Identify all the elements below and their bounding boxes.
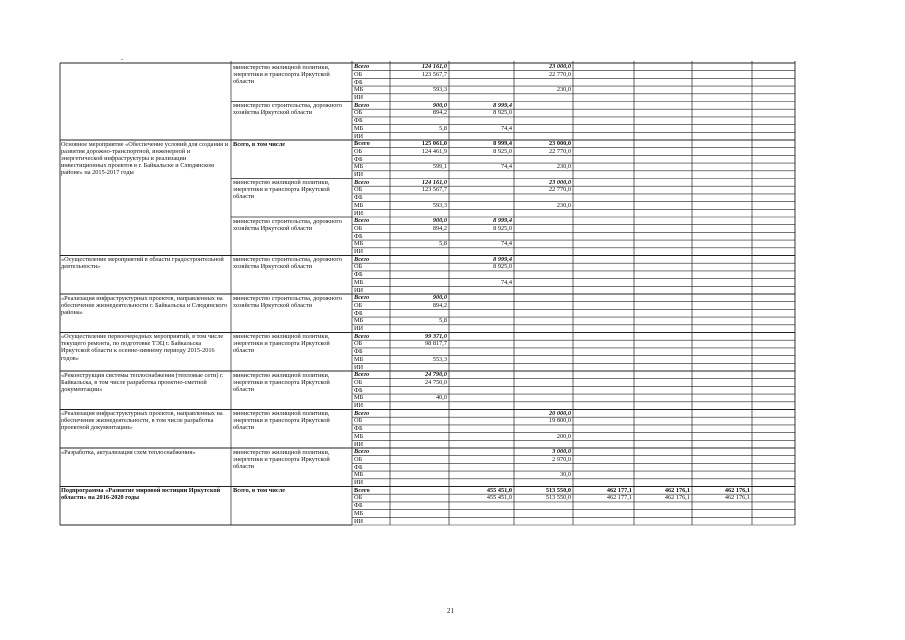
- value-cell: 3 000,0: [552, 448, 571, 456]
- source-cell: ФБ: [354, 425, 363, 433]
- source-cell: Всего: [354, 486, 370, 494]
- value-cell: 8 925,0: [493, 263, 512, 271]
- value-cell: 125 061,0: [421, 140, 447, 148]
- value-cell: 230,0: [556, 163, 571, 171]
- source-cell: ФБ: [354, 348, 363, 356]
- value-cell: 123 567,7: [421, 186, 447, 194]
- activity-name-cell: Подпрограмма «Развитие мировой юстиции Иркутской области» на 2016-2020 годы: [61, 487, 221, 502]
- value-cell: 513 550,0: [545, 486, 571, 494]
- source-cell: МБ: [354, 394, 364, 402]
- value-cell: 98 817,7: [424, 340, 447, 348]
- source-cell: ИИ: [354, 171, 364, 178]
- value-cell: 40,0: [435, 394, 447, 402]
- source-cell: МБ: [354, 432, 364, 440]
- activity-name-cell: «Разработка, актуализация схем теплоснабжения»: [61, 448, 196, 456]
- source-cell: ОБ: [354, 263, 363, 271]
- activity-name-cell: «Осуществление первоочередных мероприятий, в том числе текущего ремонта, по подготовке ТЭЦ г. Байкальска Иркутской области к осенне-зимнему периоду 2015-2016 годов»: [61, 333, 224, 362]
- source-cell: ФБ: [354, 155, 363, 163]
- value-cell: 99 371,0: [424, 332, 447, 340]
- executor-cell: Всего, в том числе: [233, 487, 286, 494]
- value-cell: 124 461,9: [421, 147, 447, 155]
- source-cell: ОБ: [354, 455, 363, 463]
- source-cell: ОБ: [354, 186, 363, 194]
- source-cell: ОБ: [354, 147, 363, 155]
- value-cell: 124 161,0: [421, 178, 447, 186]
- value-cell: 900,0: [432, 294, 447, 302]
- executor-cell: министерство жилищной политики, энергетики и транспорта Иркутской области: [233, 371, 330, 393]
- source-cell: ОБ: [354, 70, 363, 78]
- source-cell: ФБ: [354, 232, 363, 240]
- value-cell: 8 999,4: [493, 255, 512, 263]
- value-cell: 8 925,0: [493, 224, 512, 232]
- source-cell: ФБ: [354, 271, 363, 279]
- value-cell: 2 970,0: [552, 455, 571, 463]
- activity-name-cell: Основное мероприятие «Обеспечение условий для создания и развития дорожно-транспортной, инженерной и энергетической инфраструктуры и реализации инвестиционных проектов в г. Байкальске и Слюдянском районе» на 2015-2017 годы: [61, 140, 229, 177]
- value-cell: 230,0: [556, 86, 571, 94]
- value-cell: 74,4: [500, 240, 512, 248]
- source-cell: МБ: [354, 240, 364, 248]
- source-cell: ОБ: [354, 301, 363, 309]
- value-cell: 462 177,1: [606, 486, 632, 494]
- value-cell: 22 770,0: [548, 186, 571, 194]
- value-cell: 19 800,0: [548, 417, 571, 425]
- source-cell: ФБ: [354, 502, 363, 510]
- source-cell: ИИ: [354, 517, 364, 525]
- source-cell: ИИ: [354, 286, 364, 294]
- source-cell: ИИ: [354, 325, 364, 332]
- source-cell: МБ: [354, 201, 364, 209]
- source-cell: ИИ: [354, 209, 364, 217]
- source-cell: МБ: [354, 163, 364, 171]
- source-cell: Всего: [354, 409, 370, 417]
- executor-cell: министерство строительства, дорожного хозяйства Иркутской области: [233, 102, 342, 117]
- source-cell: ИИ: [354, 248, 364, 255]
- source-cell: ОБ: [354, 494, 363, 502]
- value-cell: 593,3: [432, 201, 447, 209]
- value-cell: 123 567,7: [421, 70, 447, 78]
- executor-cell: Всего, в том числе: [233, 140, 286, 148]
- value-cell: 8 925,0: [493, 109, 512, 117]
- source-cell: ИИ: [354, 440, 364, 448]
- value-cell: 22 770,0: [548, 70, 571, 78]
- value-cell: 513 550,0: [545, 494, 571, 502]
- executor-cell: министерство строительства, дорожного хозяйства Иркутской области: [233, 294, 342, 309]
- value-cell: 599,1: [432, 163, 447, 171]
- header-stub: -: [121, 56, 124, 63]
- source-cell: ИИ: [354, 132, 364, 140]
- source-cell: Всего: [354, 448, 370, 456]
- source-cell: ФБ: [354, 194, 363, 202]
- source-cell: ИИ: [354, 94, 364, 101]
- value-cell: 74,4: [500, 278, 512, 286]
- source-cell: ОБ: [354, 109, 363, 117]
- source-cell: ФБ: [354, 78, 363, 86]
- value-cell: 230,0: [556, 201, 571, 209]
- value-cell: 23 000,0: [548, 63, 571, 71]
- value-cell: 20 000,0: [548, 409, 571, 417]
- executor-cell: министерство жилищной политики, энергетики и транспорта Иркутской области: [233, 410, 330, 432]
- executor-cell: министерство жилищной политики, энергетики и транспорта Иркутской области: [233, 448, 330, 470]
- activity-name-cell: «Реализация инфраструктурных проектов, направленных на обеспечение жизнедеятельности, в том числе разработка проектной документации»: [61, 410, 223, 432]
- source-cell: МБ: [354, 355, 364, 363]
- source-cell: Всего: [354, 178, 370, 186]
- value-cell: 894,2: [432, 224, 447, 232]
- executor-cell: министерство жилищной политики, энергетики и транспорта Иркутской области: [233, 63, 330, 85]
- value-cell: 5,8: [439, 124, 447, 132]
- source-cell: ФБ: [354, 309, 363, 317]
- value-cell: 8 999,4: [493, 140, 512, 148]
- source-cell: МБ: [354, 317, 364, 325]
- source-cell: ФБ: [354, 463, 363, 471]
- value-cell: 74,4: [500, 124, 512, 132]
- source-cell: Всего: [354, 140, 370, 148]
- source-cell: МБ: [354, 509, 364, 517]
- value-cell: 23 000,0: [548, 140, 571, 148]
- source-cell: МБ: [354, 471, 364, 479]
- value-cell: 455 451,0: [486, 486, 512, 494]
- source-cell: ОБ: [354, 224, 363, 232]
- value-cell: 462 176,1: [664, 486, 690, 494]
- page-number: 21: [447, 607, 454, 615]
- value-cell: 22 770,0: [548, 147, 571, 155]
- source-cell: Всего: [354, 371, 370, 379]
- source-cell: Всего: [354, 101, 370, 109]
- source-cell: МБ: [354, 86, 364, 94]
- value-cell: 8 999,4: [493, 217, 512, 225]
- source-cell: ОБ: [354, 378, 363, 386]
- activity-name-cell: «Осуществление мероприятий в области градостроительной деятельности»: [61, 256, 224, 271]
- source-cell: МБ: [354, 278, 364, 286]
- source-cell: МБ: [354, 124, 364, 132]
- executor-cell: министерство жилищной политики, энергетики и транспорта Иркутской области: [233, 179, 330, 201]
- value-cell: 894,2: [432, 109, 447, 117]
- source-cell: ОБ: [354, 417, 363, 425]
- value-cell: 8 999,4: [493, 101, 512, 109]
- value-cell: 30,0: [559, 471, 571, 479]
- source-cell: Всего: [354, 217, 370, 225]
- source-cell: Всего: [354, 63, 370, 71]
- value-cell: 23 000,0: [548, 178, 571, 186]
- value-cell: 900,0: [432, 217, 447, 225]
- executor-cell: министерство строительства, дорожного хозяйства Иркутской области: [233, 256, 342, 271]
- value-cell: 74,4: [500, 163, 512, 171]
- source-cell: ИИ: [354, 402, 364, 409]
- value-cell: 593,3: [432, 86, 447, 94]
- value-cell: 24 750,0: [424, 378, 447, 386]
- executor-cell: министерство жилищной политики, энергетики и транспорта Иркутской области: [233, 333, 330, 355]
- value-cell: 462 176,1: [724, 494, 750, 502]
- source-cell: Всего: [354, 332, 370, 340]
- value-cell: 5,8: [439, 317, 447, 325]
- source-cell: Всего: [354, 255, 370, 263]
- source-cell: ФБ: [354, 386, 363, 394]
- value-cell: 553,3: [432, 355, 447, 363]
- activity-name-cell: «Реализация инфраструктурных проектов, направленных на обеспечение жизнедеятельности г. Байкальска и Слюдянского района»: [61, 294, 228, 316]
- value-cell: 900,0: [432, 101, 447, 109]
- source-cell: ОБ: [354, 340, 363, 348]
- value-cell: 200,0: [556, 432, 571, 440]
- value-cell: 455 451,0: [486, 494, 512, 502]
- source-cell: ФБ: [354, 117, 363, 125]
- value-cell: 24 790,0: [424, 371, 447, 379]
- value-cell: 8 925,0: [493, 147, 512, 155]
- activity-name-cell: «Реконструкция системы теплоснабжения (тепловые сети) г. Байкальска, в том числе разработка проектно-сметной документации»: [61, 371, 224, 393]
- value-cell: 462 177,1: [606, 494, 632, 502]
- value-cell: 5,8: [439, 240, 447, 248]
- value-cell: 894,2: [432, 301, 447, 309]
- source-cell: ИИ: [354, 479, 364, 486]
- value-cell: 124 161,0: [421, 63, 447, 71]
- value-cell: 462 176,1: [724, 486, 750, 494]
- source-cell: Всего: [354, 294, 370, 302]
- executor-cell: министерство строительства, дорожного хозяйства Иркутской области: [233, 217, 342, 232]
- value-cell: 462 176,1: [664, 494, 690, 502]
- source-cell: ИИ: [354, 363, 364, 371]
